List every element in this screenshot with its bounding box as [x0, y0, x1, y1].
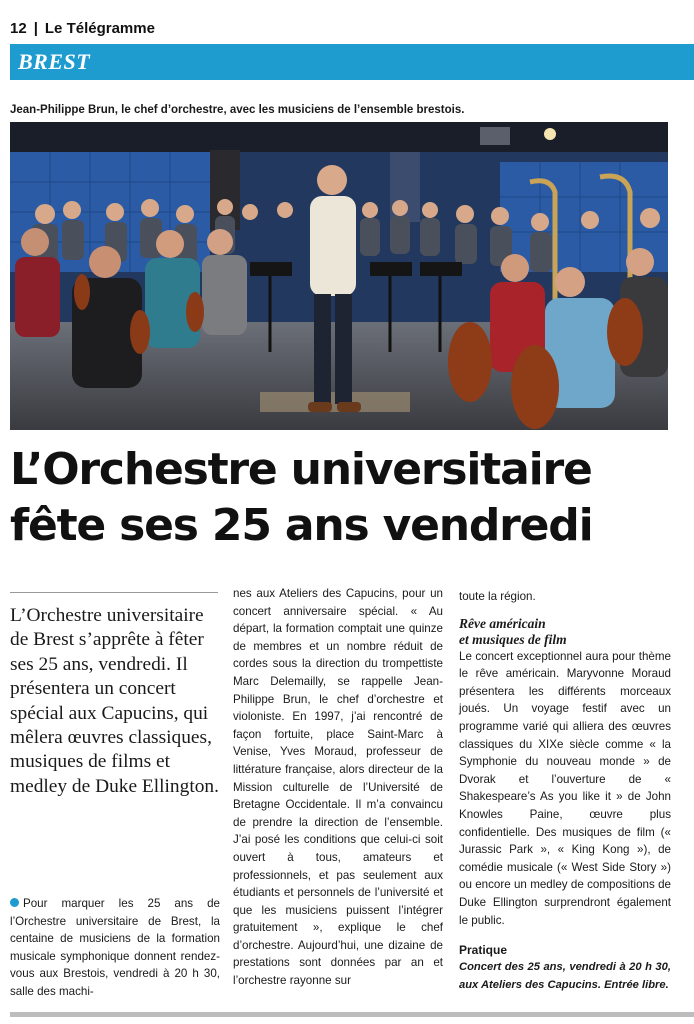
section-subhead: [459, 616, 671, 648]
orchestra-photo-illustration: [10, 122, 668, 430]
column-divider: [10, 592, 218, 593]
column-3-body: Le concert exceptionnel aura pour thème le rêve américain. Maryvonne Moraud présentera les différents morceaux joués. Un voyage festif avec un programme varié qui alliera des œuvres classiques du XIXe siècle comme « la Symphonie du nouveau monde » de Dvorak et l’ouverture de « Shakespeare’s As you like it » de John Knowles Paine, œuvre plus confidentielle. Des musiques de film (« Jurassic Park », « King Kong »), de comédie musicale (« West Side Story ») ou encore un medley de compositions de Duke Ellington surprendront également le public.: [459, 649, 671, 927]
page-header: [10, 18, 155, 38]
pratique-title: Pratique: [459, 943, 508, 958]
subhead-line-1: Rêve américain: [459, 615, 546, 631]
orchestra-photo: [10, 122, 668, 430]
headline-line-1: L’Orchestre universitaire: [10, 444, 592, 495]
publication-name: Le Télégramme: [44, 19, 155, 37]
bullet-dot-icon: [10, 898, 19, 907]
subhead-line-2: et musiques de film: [459, 631, 567, 647]
intro-text: Pour marquer les 25 ans de l’Orchestre universitaire de Brest, la centaine de musiciens de la formation musicale symphonique donnent rendez-vous aux Brestois, vendredi à 20 h 30, salle des machi-: [10, 897, 220, 998]
article-intro: [10, 895, 220, 1001]
page-number: 12: [10, 19, 27, 37]
photo-caption: Jean-Philippe Brun, le chef d’orchestre, avec les musiciens de l’ensemble brestois.: [10, 104, 465, 116]
headline-line-2: fête ses 25 ans vendredi: [10, 500, 593, 551]
bottom-rule: [10, 1012, 694, 1017]
header-separator: |: [33, 19, 38, 37]
article-column-2: nes aux Ateliers des Capucins, pour un concert anniversaire spécial. « Au départ, la formation comptait une quinze de membres et un nombre réduit de cordes sous la direction du trompettiste Marc Delemailly, se rappelle Jean-Philippe Brun, le chef d’orchestre et violoniste. En 1997, j’ai rencontré de façon fortuite, place Saint-Marc à Venise, Yves Moraud, professeur de littérature française, alors directeur de la Mission culturelle de l’Université de Bretagne Occidentale. Il m’a convaincu de prendre la direction de l’ensemble. J’ai posé les conditions que celui-ci soit ouvert à tous, amateurs et professionnels, et pas seulement aux étudiants et personnels de l’université et que les musiciens puissent l’intégrer gratuitement », explique le chef d’orchestre. Aujourd’hui, une dizaine de prestations sont données par an et l’orchestre rayonne sur: [233, 587, 443, 988]
column-3-continuation: toute la région.: [459, 590, 536, 603]
pratique-text: Concert des 25 ans, vendredi à 20 h 30, aux Ateliers des Capucins. Entrée libre.: [459, 961, 671, 991]
section-label: BREST: [18, 49, 91, 74]
article-column-3: [459, 588, 671, 994]
section-banner: [10, 44, 694, 80]
article-headline: [10, 442, 680, 554]
article-lead: L’Orchestre universitaire de Brest s’apprête à fêter ses 25 ans, vendredi. Il présentera un concert spécial aux Capucins, qui mêlera œuvres classiques, musiques de films et medley de Duke Ellington.: [10, 605, 219, 797]
